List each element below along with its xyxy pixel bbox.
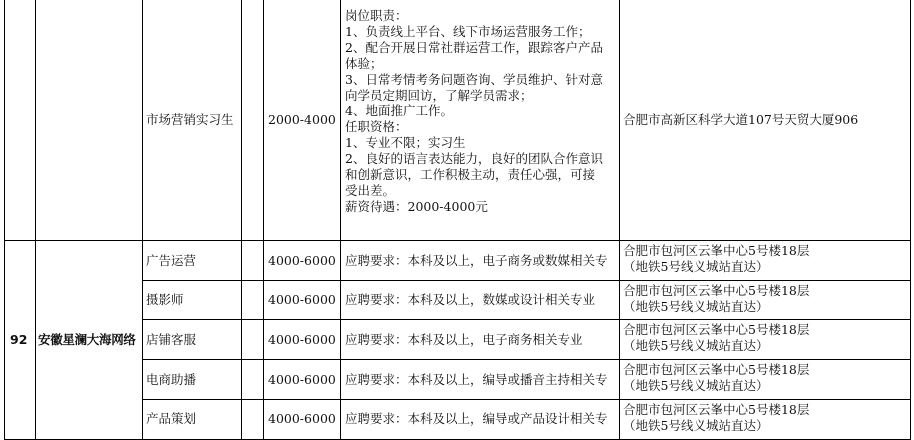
grid-line [142, 399, 911, 400]
requirements-cell [345, 8, 618, 215]
requirement-text: 应聘要求：本科及以上，电子商务或数媒相关专 [345, 253, 608, 268]
requirement-text: 应聘要求：本科及以上，电子商务相关专业 [345, 332, 583, 347]
grid-line [4, 0, 5, 440]
address-value: 合肥市包河区云峯中心5号楼18层 （地铁5号线义城站直达） [623, 322, 810, 353]
grid-line [4, 240, 911, 241]
requirement-line: 3、日常考情考务问题咨询、学员维护、针对意 [345, 71, 603, 87]
requirement-text: 应聘要求：本科及以上，编导或产品设计相关专 [345, 411, 608, 426]
requirement-line: 体验； [345, 55, 383, 71]
row-number: 92 [10, 332, 28, 347]
position-name: 店铺客服 [146, 332, 197, 347]
grid-line [142, 359, 911, 360]
requirement-line: 薪资待遇：2000-4000元 [345, 198, 488, 214]
grid-line [35, 0, 36, 440]
grid-line [142, 0, 143, 440]
requirement-line: 4、地面推广工作。 [345, 103, 453, 119]
requirement-line: 2、良好的语言表达能力，良好的团队合作意识 [345, 151, 603, 167]
requirement-text: 应聘要求：本科及以上，编导或播音主持相关专 [345, 372, 608, 387]
requirement-line: 1、专业不限；实习生 [345, 135, 466, 151]
salary-value: 2000-4000 [268, 112, 336, 127]
salary-value: 4000-6000 [268, 253, 336, 268]
company-name: 安徽星澜大海网络 [38, 332, 136, 347]
salary-value: 4000-6000 [268, 292, 336, 307]
salary-cell [268, 112, 336, 128]
grid-line [263, 0, 264, 440]
salary-value: 4000-6000 [268, 372, 336, 387]
requirement-text: 应聘要求：本科及以上，数媒或设计相关专业 [345, 292, 596, 307]
grid-line [142, 280, 911, 281]
grid-line [619, 0, 620, 440]
position-name: 摄影师 [146, 292, 184, 307]
requirement-line: 1、负责线上平台、线下市场运营服务工作； [345, 23, 591, 39]
salary-value: 4000-6000 [268, 411, 336, 426]
requirement-line: 2、配合开展日常社群运营工作，跟踪客户产品 [345, 39, 603, 55]
requirement-line: 受出差。 [345, 182, 396, 198]
address-value: 合肥市包河区云峯中心5号楼18层 （地铁5号线义城站直达） [623, 243, 810, 274]
position-cell [146, 112, 234, 128]
grid-line [340, 0, 341, 440]
grid-line [241, 0, 242, 440]
grid-line [910, 0, 911, 440]
requirement-line: 岗位职责： [345, 8, 408, 23]
salary-value: 4000-6000 [268, 332, 336, 347]
address-value: 合肥市高新区科学大道107号天贸大厦906 [623, 112, 859, 127]
position-name: 产品策划 [146, 411, 197, 426]
address-value: 合肥市包河区云峯中心5号楼18层 （地铁5号线义城站直达） [623, 402, 810, 433]
address-cell [623, 112, 858, 128]
requirement-line: 任职资格： [345, 119, 408, 135]
address-value: 合肥市包河区云峯中心5号楼18层 （地铁5号线义城站直达） [623, 362, 810, 393]
position-name: 市场营销实习生 [146, 112, 234, 127]
grid-line [142, 319, 911, 320]
requirement-line: 向学员定期回访，了解学员需求； [345, 87, 533, 103]
address-value: 合肥市包河区云峯中心5号楼18层 （地铁5号线义城站直达） [623, 283, 810, 314]
position-name: 广告运营 [146, 253, 197, 268]
requirement-line: 和创新意识，工作积极主动，责任心强，可接 [345, 167, 596, 183]
position-name: 电商助播 [146, 372, 197, 387]
